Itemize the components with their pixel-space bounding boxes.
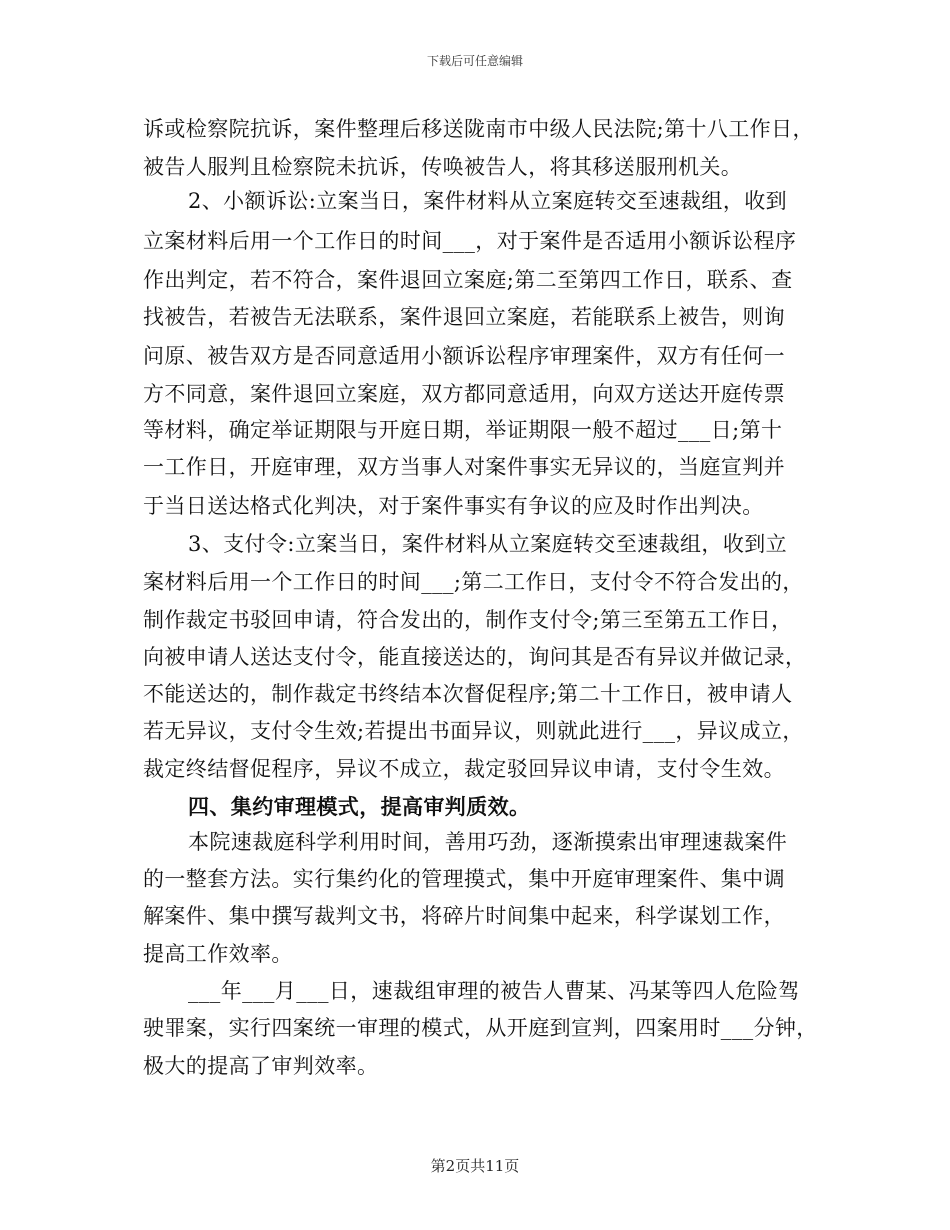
paragraph-line: 本院速裁庭科学利用时间，善用巧劲，逐渐摸索出审理速裁案件	[188, 830, 788, 854]
paragraph-line: 不能送达的，制作裁定书终结本次督促程序;第二十工作日，被申请人	[143, 682, 793, 706]
paragraph-line: 案材料后用一个工作日的时间___;第二工作日，支付令不符合发出的，	[143, 570, 804, 594]
paragraph-line: 问原、被告双方是否同意适用小额诉讼程序审理案件，双方有任何一	[143, 344, 785, 368]
paragraph-line: ___年___月___日，速裁组审理的被告人曹某、冯某等四人危险驾	[188, 979, 800, 1003]
paragraph-line: 2、小额诉讼:立案当日，案件材料从立案庭转交至速裁组，收到	[188, 189, 788, 213]
paragraph-line: 作出判定，若不符合，案件退回立案庭;第二至第四工作日，联系、查	[143, 268, 793, 292]
paragraph-line: 一工作日，开庭审理，双方当事人对案件事实无异议的，当庭宣判并	[143, 455, 785, 479]
paragraph-line: 被告人服判且检察院未抗诉，传唤被告人，将其移送服刑机关。	[143, 155, 743, 179]
paragraph-line: 制作裁定书驳回申请，符合发出的，制作支付令;第三至第五工作日，	[143, 608, 793, 632]
paragraph-line: 找被告，若被告无法联系，案件退回立案庭，若能联系上被告，则询	[143, 305, 785, 329]
page-footer: 第2页共11页	[430, 1157, 520, 1175]
paragraph-line: 解案件、集中撰写裁判文书，将碎片时间集中起来，科学谋划工作，	[143, 904, 785, 928]
paragraph-line: 等材料，确定举证期限与开庭日期，举证期限一般不超过___日;第十	[143, 418, 783, 442]
paragraph-line: 提高工作效率。	[143, 942, 293, 966]
paragraph-line: 驶罪案，实行四案统一审理的模式，从开庭到宣判，四案用时___分钟，	[143, 1016, 818, 1040]
paragraph-line: 立案材料后用一个工作日的时间___，对于案件是否适用小额诉讼程序	[143, 229, 797, 253]
paragraph-line: 的一整套方法。实行集约化的管理摸式，集中开庭审理案件、集中调	[143, 867, 785, 891]
section-heading: 四、集约审理模式，提高审判质效。	[188, 794, 531, 819]
paragraph-line: 诉或检察院抗诉，案件整理后移送陇南市中级人民法院;第十八工作日，	[143, 117, 814, 141]
paragraph-line: 裁定终结督促程序，异议不成立，裁定驳回异议申请，支付令生效。	[143, 757, 785, 781]
paragraph-line: 3、支付令:立案当日，案件材料从立案庭转交至速裁组，收到立	[188, 532, 788, 556]
paragraph-line: 方不同意，案件退回立案庭，双方都同意适用，向双方送达开庭传票	[143, 382, 785, 406]
paragraph-line: 于当日送达格式化判决，对于案件事实有争议的应及时作出判决。	[143, 494, 764, 518]
page-header: 下载后可任意编辑	[426, 54, 523, 68]
paragraph-line: 若无异议，支付令生效;若提出书面异议，则就此进行___，异议成立，	[143, 719, 804, 743]
paragraph-line: 极大的提高了审判效率。	[143, 1054, 379, 1078]
paragraph-line: 向被申请人送达支付令，能直接送达的，询问其是否有异议并做记录，	[143, 645, 807, 669]
